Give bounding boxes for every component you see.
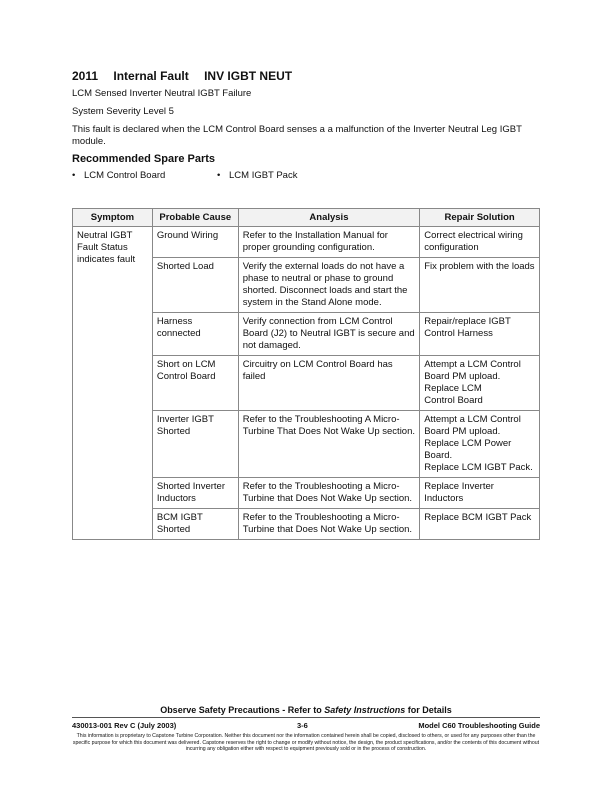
cause-cell: Inverter IGBT Shorted [152,411,238,478]
analysis-cell: Verify the external loads do not have a phase to neutral or phase to ground shorted. Disconnect loads and start the system in the Stand Alone mode. [238,258,420,313]
symptom-cell: Neutral IGBT Fault Status indicates fault [73,227,153,540]
cause-cell: Harness connected [152,313,238,356]
solution-line: Attempt a LCM Control Board PM upload. [424,414,521,437]
spare-parts-list [72,170,552,184]
column-header-symptom: Symptom [73,209,153,227]
cause-cell: Short on LCM Control Board [152,356,238,411]
column-header-probable-cause: Probable Cause [152,209,238,227]
solution-cell [420,356,540,411]
fault-subtitle: LCM Sensed Inverter Neutral IGBT Failure [72,88,252,99]
analysis-cell: Verify connection from LCM Control Board (J2) to Neutral IGBT is secure and not damaged. [238,313,420,356]
fault-description: This fault is declared when the LCM Control Board senses a a malfunction of the Inverter Neutral Leg IGBT module. [72,124,522,147]
solution-cell: Fix problem with the loads [420,258,540,313]
severity-level: System Severity Level 5 [72,106,174,117]
legal-notice: This information is proprietary to Capstone Turbine Corporation. Neither this document nor the information contained herein shall be copied, disclosed to others, or used for any purposes other than the specific purpose for which this document was delivered. Capstone reserves the right to change or modify without notice, the design, the product specifications, and/or the contents of this document without incurring any obligation either with respect to equipment previously sold or in the process of construction. [72,733,540,753]
footer-divider [72,717,540,718]
analysis-cell: Refer to the Troubleshooting a Micro-Turbine that Does Not Wake Up section. [238,509,420,540]
solution-cell [420,411,540,478]
solution-line: Attempt a LCM Control Board PM upload. [424,359,521,382]
analysis-cell: Refer to the Troubleshooting A Micro-Turbine That Does Not Wake Up section. [238,411,420,478]
column-header-repair-solution: Repair Solution [420,209,540,227]
solution-line: Replace LCM [424,383,482,394]
analysis-cell: Circuitry on LCM Control Board has failed [238,356,420,411]
fault-title [72,69,304,83]
solution-line: Control Board [424,395,483,406]
spare-part-item: • LCM IGBT Pack [217,170,298,181]
page-number: 3-6 [297,721,308,730]
cause-cell: BCM IGBT Shorted [152,509,238,540]
column-header-analysis: Analysis [238,209,420,227]
solution-cell: Replace Inverter Inductors [420,478,540,509]
solution-line: Replace LCM IGBT Pack. [424,462,533,473]
spare-parts-heading: Recommended Spare Parts [72,153,216,165]
safety-note: Observe Safety Precautions - Refer to Safety Instructions for Details [160,705,452,715]
cause-cell: Ground Wiring [152,227,238,258]
guide-title: Model C60 Troubleshooting Guide [418,721,540,730]
solution-line: Replace LCM Power Board. [424,438,512,461]
troubleshooting-table [72,208,540,540]
cause-cell: Shorted Inverter Inductors [152,478,238,509]
spare-part-item: • LCM Control Board [72,170,166,181]
document-number: 430013-001 Rev C (July 2003) [72,721,177,730]
analysis-cell: Refer to the Troubleshooting a Micro-Turbine that Does Not Wake Up section. [238,478,420,509]
analysis-cell: Refer to the Installation Manual for proper grounding configuration. [238,227,420,258]
cause-cell: Shorted Load [152,258,238,313]
fault-identifier: INV IGBT NEUT [204,69,293,83]
solution-cell: Correct electrical wiring configuration [420,227,540,258]
solution-cell: Replace BCM IGBT Pack [420,509,540,540]
fault-name: Internal Fault [113,69,189,83]
fault-code: 2011 [72,69,99,83]
safety-instructions-reference: Safety Instructions [324,705,406,715]
solution-cell: Repair/replace IGBT Control Harness [420,313,540,356]
table-row [73,227,540,258]
table-header-row [73,209,540,227]
footer-line [72,721,540,731]
